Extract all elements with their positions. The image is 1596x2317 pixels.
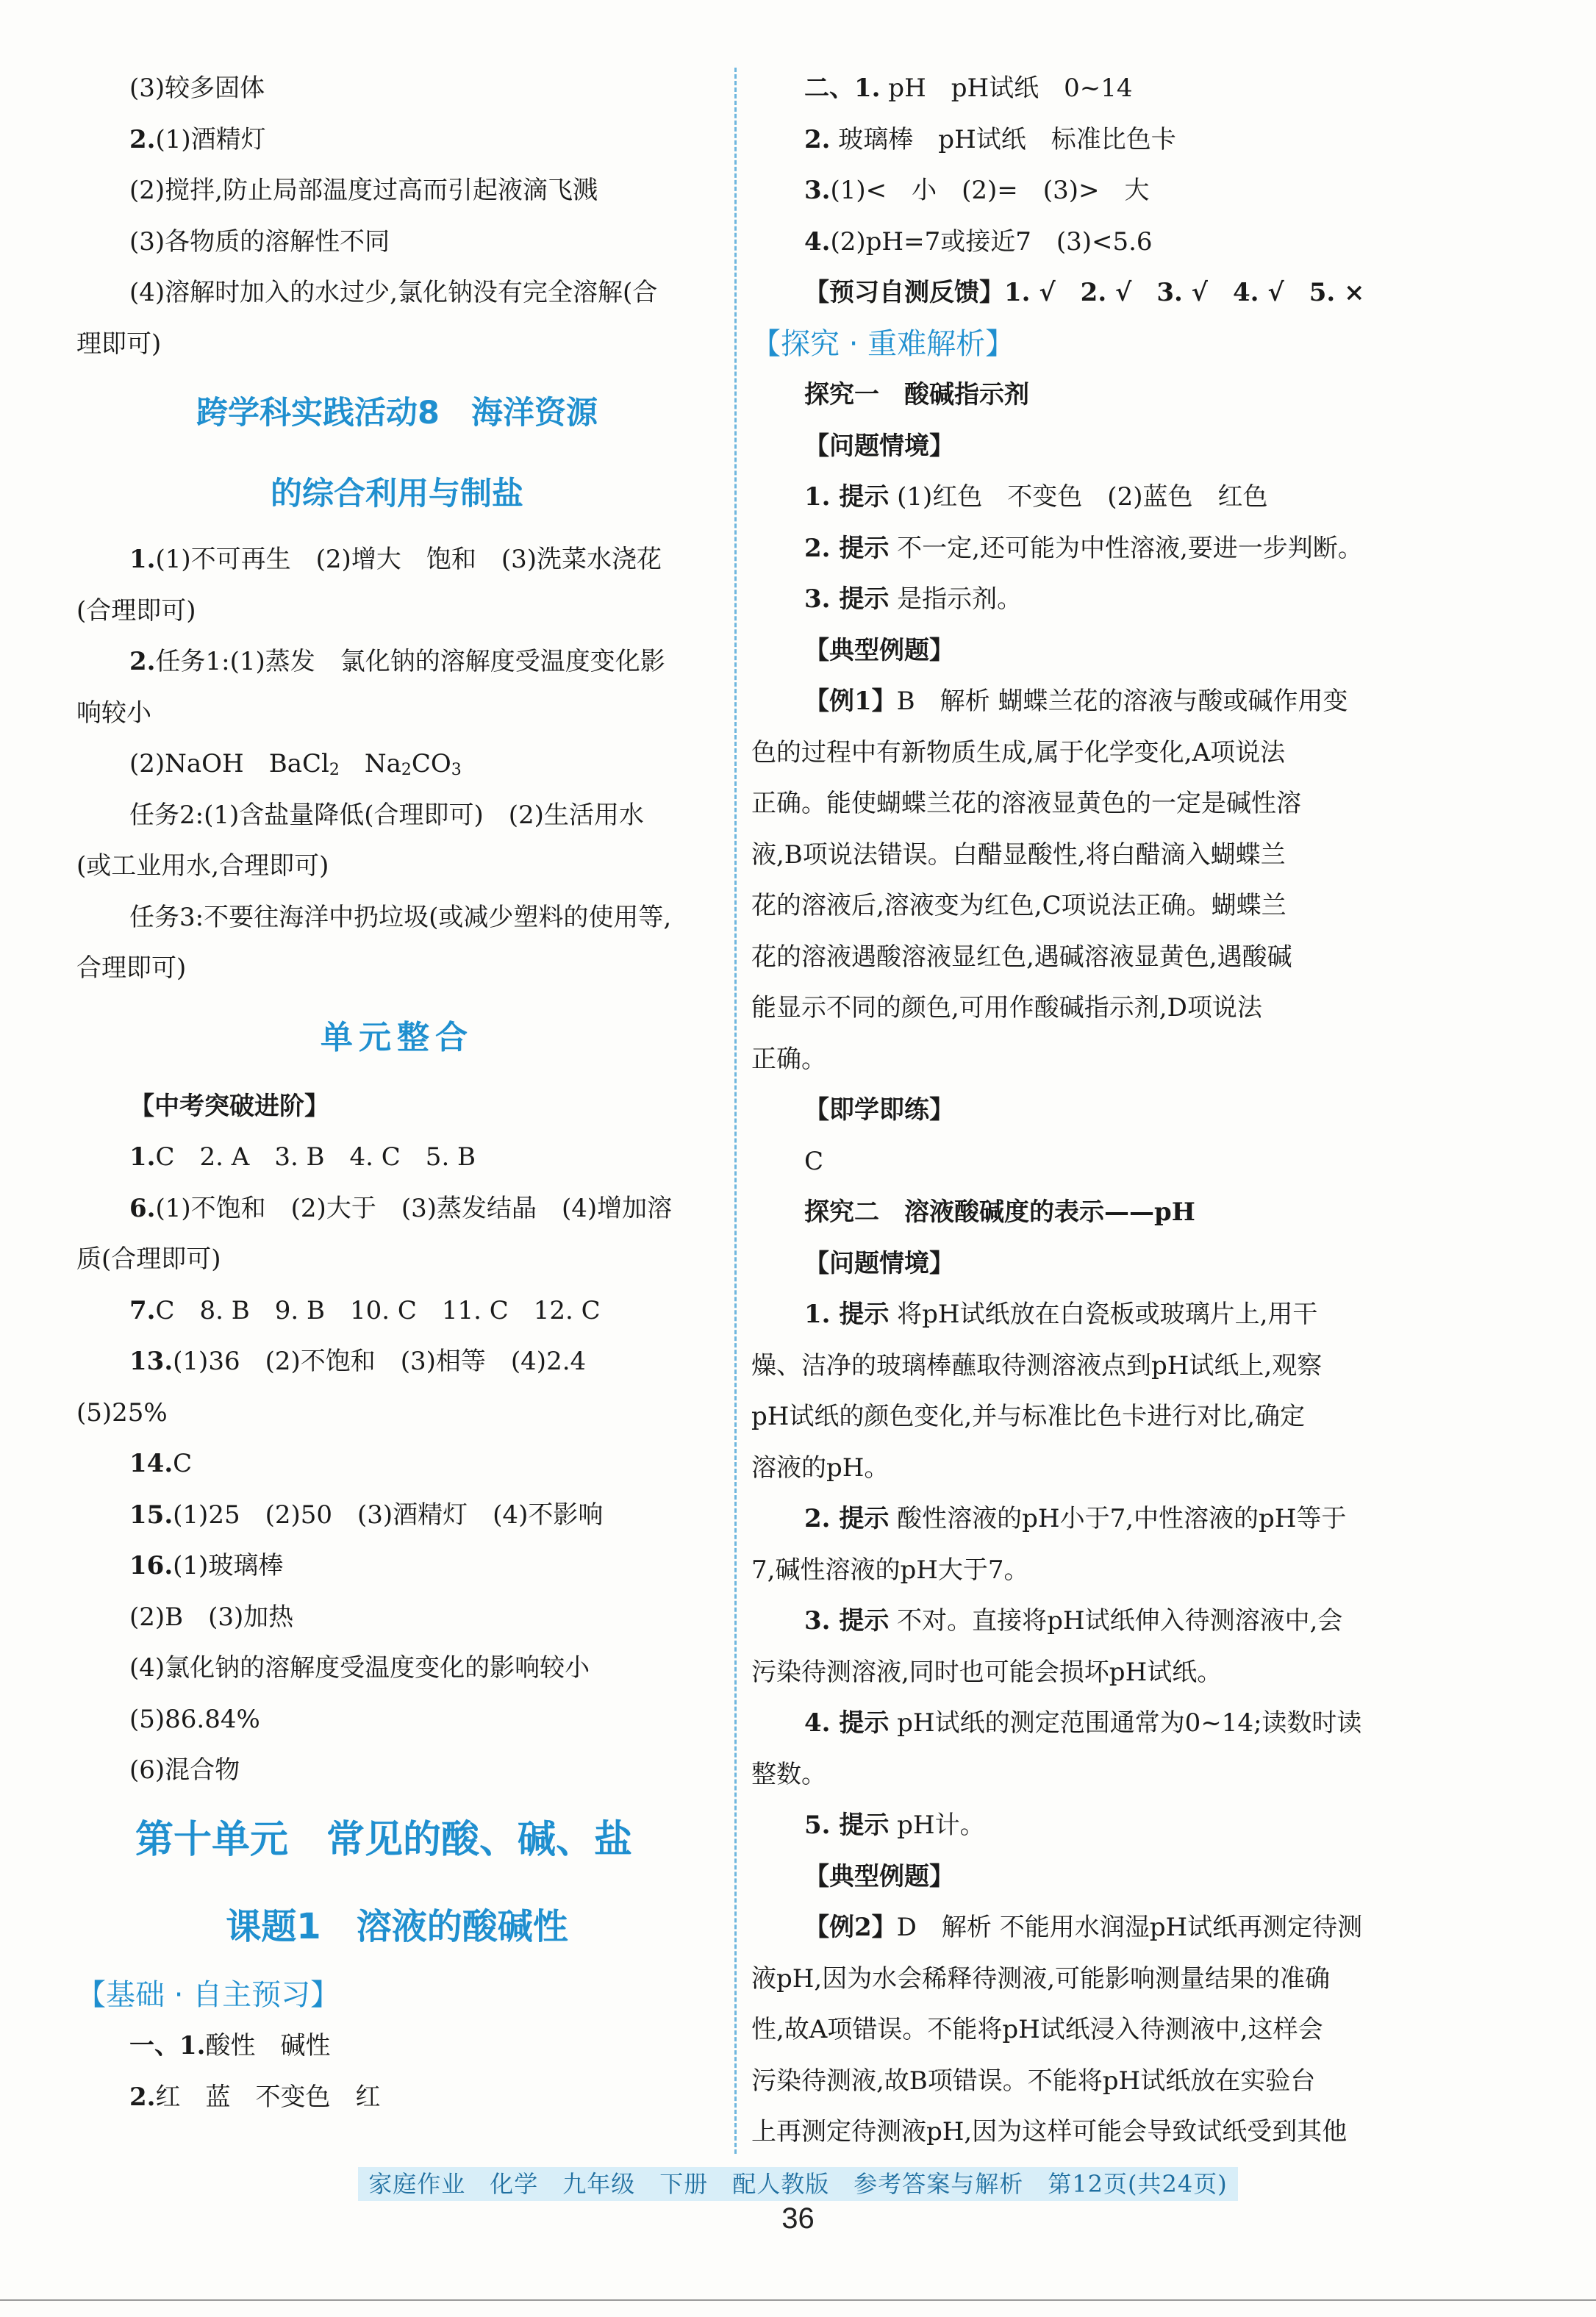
text-line: (或工业用水,合理即可): [76, 851, 329, 881]
text-line: 2. 玻璃棒 pH试纸 标准比色卡: [804, 124, 1176, 154]
text-line: 6.(1)不饱和 (2)大于 (3)蒸发结晶 (4)增加溶: [129, 1193, 673, 1223]
text-line: 正确。: [751, 1044, 826, 1074]
text-line: (3)各物质的溶解性不同: [129, 226, 390, 257]
text-line: 燥、洁净的玻璃棒蘸取待测溶液点到pH试纸上,观察: [751, 1350, 1323, 1380]
unit-title: 第十单元 常见的酸、碱、盐: [135, 1817, 633, 1862]
text-line: 任务3:不要往海洋中扔垃圾(或减少塑料的使用等,: [129, 902, 672, 932]
text-line: 2.(1)酒精灯: [129, 124, 266, 154]
text-line: 【预习自测反馈】1. √ 2. √ 3. √ 4. √ 5. ×: [804, 278, 1365, 307]
text-line: (2)NaOH BaCl$_2$ $Na_2CO_3$: [129, 749, 462, 779]
text-line: 【例2】D 解析 不能用水润湿pH试纸再测定待测: [804, 1913, 1363, 1942]
text-line: 1.(1)不可再生 (2)增大 饱和 (3)洗菜水浇花: [129, 545, 662, 574]
lesson-title: 课题1 溶液的酸碱性: [226, 1905, 568, 1947]
text-line: 花的溶液遇酸溶液显红色,遇碱溶液显黄色,遇酸碱: [751, 942, 1292, 972]
subheading: 【典型例题】: [804, 1861, 954, 1891]
text-line: 3. 提示 不对。直接将pH试纸伸入待测溶液中,会: [804, 1606, 1343, 1636]
text-line: 性,故A项错误。不能将pH试纸浸入待测液中,这样会: [751, 2015, 1323, 2044]
text-line: 理即可): [76, 329, 162, 359]
text-line: 7,碱性溶液的pH大于7。: [751, 1555, 1029, 1585]
text-line: 质(合理即可): [76, 1245, 221, 1274]
column-divider: [734, 68, 737, 2154]
text-line: (3)较多固体: [129, 74, 265, 103]
text-line: C: [804, 1146, 824, 1176]
text-line: 能显示不同的颜色,可用作酸碱指示剂,D项说法: [751, 993, 1262, 1023]
text-line: 液,B项说法错误。白醋显酸性,将白醋滴入蝴蝶兰: [751, 839, 1286, 870]
text-line: 13.(1)36 (2)不饱和 (3)相等 (4)2.4: [129, 1347, 587, 1376]
subheading: 【典型例题】: [804, 635, 954, 665]
text-line: 5. 提示 pH计。: [804, 1811, 985, 1840]
text-line: 响较小: [76, 698, 151, 728]
subheading: 探究二 溶液酸碱度的表示——pH: [804, 1197, 1195, 1227]
bottom-rule: [0, 2299, 1596, 2301]
text-line: (4)溶解时加入的水过少,氯化钠没有完全溶解(合: [129, 278, 658, 307]
text-line: 2.任务1:(1)蒸发 氯化钠的溶解度受温度变化影: [129, 647, 665, 676]
section-title: 单元整合: [321, 1018, 473, 1056]
text-line: 【中考突破进阶】: [129, 1091, 329, 1121]
text-line: 7.C 8. B 9. B 10. C 11. C 12. C: [129, 1295, 601, 1325]
subheading: 【问题情境】: [804, 431, 954, 461]
section-title: 跨学科实践活动8 海洋资源: [196, 395, 598, 431]
text-line: 溶液的pH。: [751, 1453, 890, 1483]
text-line: (合理即可): [76, 595, 196, 626]
text-line: 16.(1)玻璃棒: [129, 1551, 284, 1580]
text-line: 14.C: [129, 1449, 193, 1478]
text-line: 液pH,因为水会稀释待测液,可能影响测量结果的准确: [751, 1963, 1331, 1994]
page-footer: [0, 2166, 1596, 2199]
page-number: 36: [781, 2202, 815, 2235]
text-line: (5)86.84%: [129, 1704, 260, 1734]
text-line: 一、1.酸性 碱性: [129, 2031, 331, 2060]
text-line: 【例1】B 解析 蝴蝶兰花的溶液与酸或碱作用变: [804, 687, 1348, 716]
text-line: 4. 提示 pH试纸的测定范围通常为0~14;读数时读: [804, 1708, 1362, 1738]
text-line: 1. 提示 将pH试纸放在白瓷板或玻璃片上,用干: [804, 1300, 1318, 1329]
text-line: (2)搅拌,防止局部温度过高而引起液滴飞溅: [129, 176, 598, 205]
text-line: 任务2:(1)含盐量降低(合理即可) (2)生活用水: [129, 800, 644, 830]
footer-text: 家庭作业 化学 九年级 下册 配人教版 参考答案与解析 第12页(共24页): [358, 2167, 1237, 2201]
right-column: [751, 63, 1395, 2158]
text-line: 二、1. pH pH试纸 0~14: [804, 74, 1133, 103]
text-line: pH试纸的颜色变化,并与标准比色卡进行对比,确定: [751, 1402, 1306, 1431]
text-line: 花的溶液后,溶液变为红色,C项说法正确。蝴蝶兰: [751, 891, 1287, 920]
text-line: 1.C 2. A 3. B 4. C 5. B: [129, 1142, 476, 1172]
text-line: 污染待测液,故B项错误。不能将pH试纸放在实验台: [751, 2066, 1316, 2096]
text-line: (6)混合物: [129, 1755, 240, 1785]
subheading: 【问题情境】: [804, 1248, 954, 1278]
text-line: 合理即可): [76, 953, 187, 983]
text-line: 上再测定待测液pH,因为这样可能会导致试纸受到其他: [751, 2117, 1348, 2146]
section-title: 的综合利用与制盐: [271, 476, 523, 512]
section-heading: 【探究 · 重难解析】: [751, 326, 1015, 361]
text-line: (5)25%: [76, 1397, 168, 1428]
text-line: (2)B (3)加热: [129, 1602, 294, 1632]
text-line: 污染待测溶液,同时也可能会损坏pH试纸。: [751, 1657, 1223, 1687]
subheading: 【即学即练】: [804, 1095, 954, 1125]
text-line: 4.(2)pH=7或接近7 (3)<5.6: [804, 226, 1153, 257]
text-line: 2. 提示 不一定,还可能为中性溶液,要进一步判断。: [804, 533, 1363, 563]
text-line: 1. 提示 (1)红色 不变色 (2)蓝色 红色: [804, 482, 1268, 512]
left-column: [76, 63, 718, 2123]
text-line: (4)氯化钠的溶解度受温度变化的影响较小: [129, 1653, 590, 1683]
text-line: 2. 提示 酸性溶液的pH小于7,中性溶液的pH等于: [804, 1504, 1347, 1533]
text-line: 整数。: [751, 1759, 826, 1789]
text-line: 正确。能使蝴蝶兰花的溶液显黄色的一定是碱性溶: [751, 789, 1301, 818]
text-line: 2.红 蓝 不变色 红: [129, 2082, 381, 2112]
text-line: 15.(1)25 (2)50 (3)酒精灯 (4)不影响: [129, 1500, 604, 1530]
text-line: 3. 提示 是指示剂。: [804, 584, 1023, 614]
text-line: 色的过程中有新物质生成,属于化学变化,A项说法: [751, 737, 1286, 767]
section-heading: 【基础 · 自主预习】: [76, 1977, 340, 2012]
subheading: 探究一 酸碱指示剂: [804, 380, 1029, 409]
text-line: 3.(1)< 小 (2)= (3)> 大: [804, 176, 1150, 205]
